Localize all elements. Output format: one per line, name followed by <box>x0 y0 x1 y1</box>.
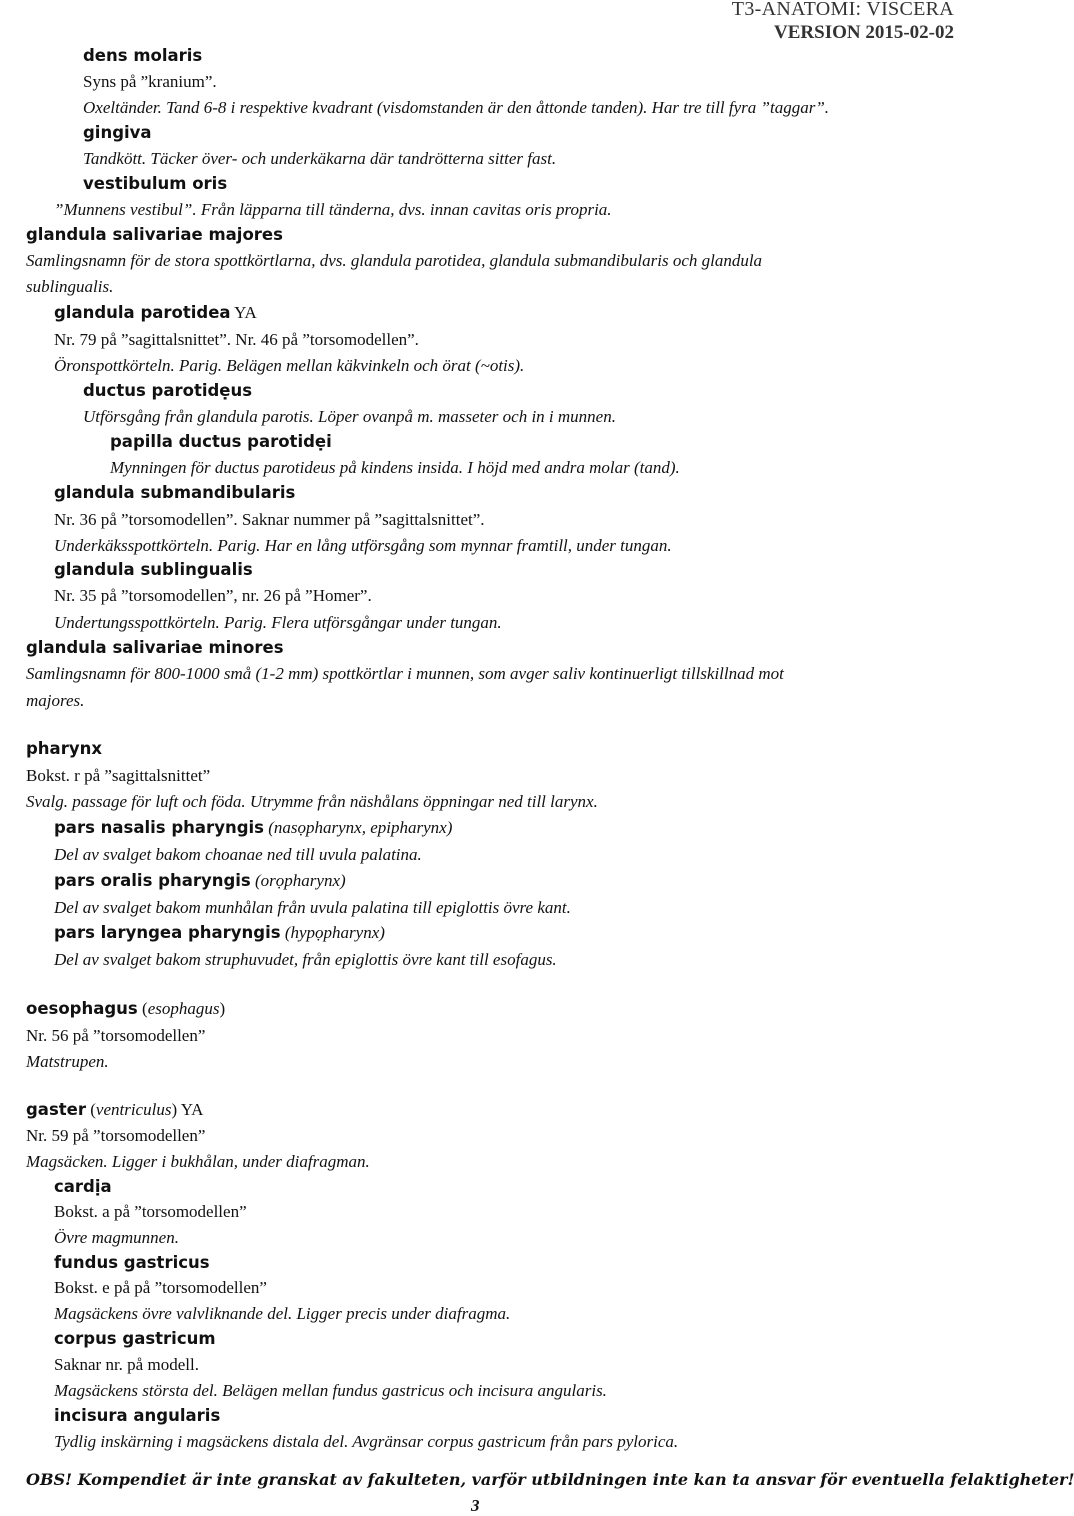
term-description: sublingualis. <box>26 277 114 296</box>
term-description: Undertungsspottkörteln. Parig. Flera utförsgångar under tungan. <box>54 613 502 632</box>
term-heading <box>54 301 257 325</box>
term-description: Utförsgång från glandula parotis. Löper ovanpå m. masseter och in i munnen. <box>83 407 616 426</box>
term-heading <box>54 816 452 840</box>
term-heading: corpus gastricum <box>54 1329 216 1348</box>
term-heading: fundus gastricus <box>54 1253 210 1272</box>
term-reference: Nr. 36 på ”torsomodellen”. Saknar nummer på ”sagittalsnittet”. <box>54 510 485 529</box>
ya-badge: YA <box>177 1100 204 1119</box>
term-name: glandula parotidea <box>54 303 231 322</box>
term-heading: pharynx <box>26 739 102 758</box>
paren-close: ) <box>219 999 226 1018</box>
term-heading: dens molaris <box>83 46 203 65</box>
term-name: pars oralis pharyngis <box>54 871 251 890</box>
term-description: Del av svalget bakom struphuvudet, från epiglottis övre kant till esofagus. <box>54 950 557 969</box>
term-heading <box>54 921 385 945</box>
term-description: Magsäckens största del. Belägen mellan fundus gastricus och incisura angularis. <box>54 1381 607 1400</box>
term-synonym: esophagus <box>147 999 220 1018</box>
term-name: pars laryngea pharyngis <box>54 923 281 942</box>
term-description: Öronspottkörteln. Parig. Belägen mellan käkvinkeln och örat (~otis). <box>54 356 525 375</box>
term-reference: Nr. 79 på ”sagittalsnittet”. Nr. 46 på ”torsomodellen”. <box>54 330 419 349</box>
term-reference: Saknar nr. på modell. <box>54 1355 199 1374</box>
term-heading <box>26 1098 203 1122</box>
term-description: majores. <box>26 691 85 710</box>
term-synonym: (orọpharynx) <box>250 871 346 890</box>
page-header <box>732 0 954 45</box>
term-reference: Bokst. a på ”torsomodellen” <box>54 1202 247 1221</box>
term-description: Magsäckens övre valvliknande del. Ligger precis under diafragma. <box>54 1304 511 1323</box>
paren-open: ( <box>85 1100 96 1119</box>
term-description: Underkäksspottkörteln. Parig. Har en lång utförsgång som mynnar framtill, under tungan. <box>54 536 672 555</box>
term-description: Matstrupen. <box>26 1052 109 1071</box>
term-description: Övre magmunnen. <box>54 1228 179 1247</box>
term-synonym: (nasọpharynx, epipharynx) <box>263 818 453 837</box>
term-description: Tandkött. Täcker över- och underkäkarna där tandrötterna sitter fast. <box>83 149 557 168</box>
term-description: Mynningen för ductus parotideus på kindens insida. I höjd med andra molar (tand). <box>110 458 680 477</box>
term-description: Svalg. passage för luft och föda. Utrymme från näshålans öppningar ned till larynx. <box>26 792 598 811</box>
term-name: gaster <box>26 1100 86 1119</box>
term-heading: glandula submandibularis <box>54 483 296 502</box>
term-reference: Nr. 59 på ”torsomodellen” <box>26 1126 206 1145</box>
term-heading <box>26 997 225 1021</box>
term-description: Oxeltänder. Tand 6-8 i respektive kvadrant (visdomstanden är den åttonde tanden). Har tre till fyra ”taggar”. <box>83 98 830 117</box>
term-reference: Nr. 35 på ”torsomodellen”, nr. 26 på ”Homer”. <box>54 586 372 605</box>
term-description: ”Munnens vestibul”. Från läpparna till tänderna, dvs. innan cavitas oris propria. <box>54 200 612 219</box>
term-description: Tydlig inskärning i magsäckens distala del. Avgränsar corpus gastricum från pars pylorica. <box>54 1432 679 1451</box>
paren-open: ( <box>137 999 148 1018</box>
term-heading: vestibulum oris <box>83 174 228 193</box>
paren-close: ) <box>171 1100 178 1119</box>
term-description: Magsäcken. Ligger i bukhålan, under diafragman. <box>26 1152 370 1171</box>
ya-badge: YA <box>230 303 257 322</box>
term-heading: cardịa <box>54 1177 112 1196</box>
term-synonym: (hypọpharynx) <box>280 923 385 942</box>
term-heading: papilla ductus parotidẹi <box>110 432 332 451</box>
term-description: Samlingsnamn för de stora spottkörtlarna, dvs. glandula parotidea, glandula submandibularis och glandula <box>26 251 763 270</box>
term-name: oesophagus <box>26 999 138 1018</box>
term-heading: glandula salivariae majores <box>26 225 283 244</box>
term-reference: Syns på ”kranium”. <box>83 72 217 91</box>
term-reference: Bokst. r på ”sagittalsnittet” <box>26 766 211 785</box>
term-heading: incisura angularis <box>54 1406 221 1425</box>
term-name: pars nasalis pharyngis <box>54 818 264 837</box>
term-description: Del av svalget bakom munhålan från uvula palatina till epiglottis övre kant. <box>54 898 571 917</box>
disclaimer-footer: OBS! Kompendiet är inte granskat av fakulteten, varför utbildningen inte kan ta ansvar för eventuella felaktigheter! <box>26 1470 1074 1489</box>
page-number: 3 <box>471 1496 480 1515</box>
term-heading: glandula salivariae minores <box>26 638 284 657</box>
version-label: VERSION 2015-02-02 <box>774 22 954 43</box>
course-title: T3-ANATOMI: VISCERA <box>731 0 954 20</box>
term-heading <box>54 869 346 893</box>
term-heading: glandula sublingualis <box>54 560 253 579</box>
term-synonym: ventriculus <box>95 1100 172 1119</box>
term-description: Samlingsnamn för 800-1000 små (1-2 mm) spottkörtlar i munnen, som avger saliv kontinuerligt tillskillnad mot <box>26 664 784 683</box>
term-heading: ductus parotidẹus <box>83 381 253 400</box>
term-reference: Bokst. e på på ”torsomodellen” <box>54 1278 267 1297</box>
term-reference: Nr. 56 på ”torsomodellen” <box>26 1026 206 1045</box>
term-heading: gingiva <box>83 123 152 142</box>
term-description: Del av svalget bakom choanae ned till uvula palatina. <box>54 845 422 864</box>
